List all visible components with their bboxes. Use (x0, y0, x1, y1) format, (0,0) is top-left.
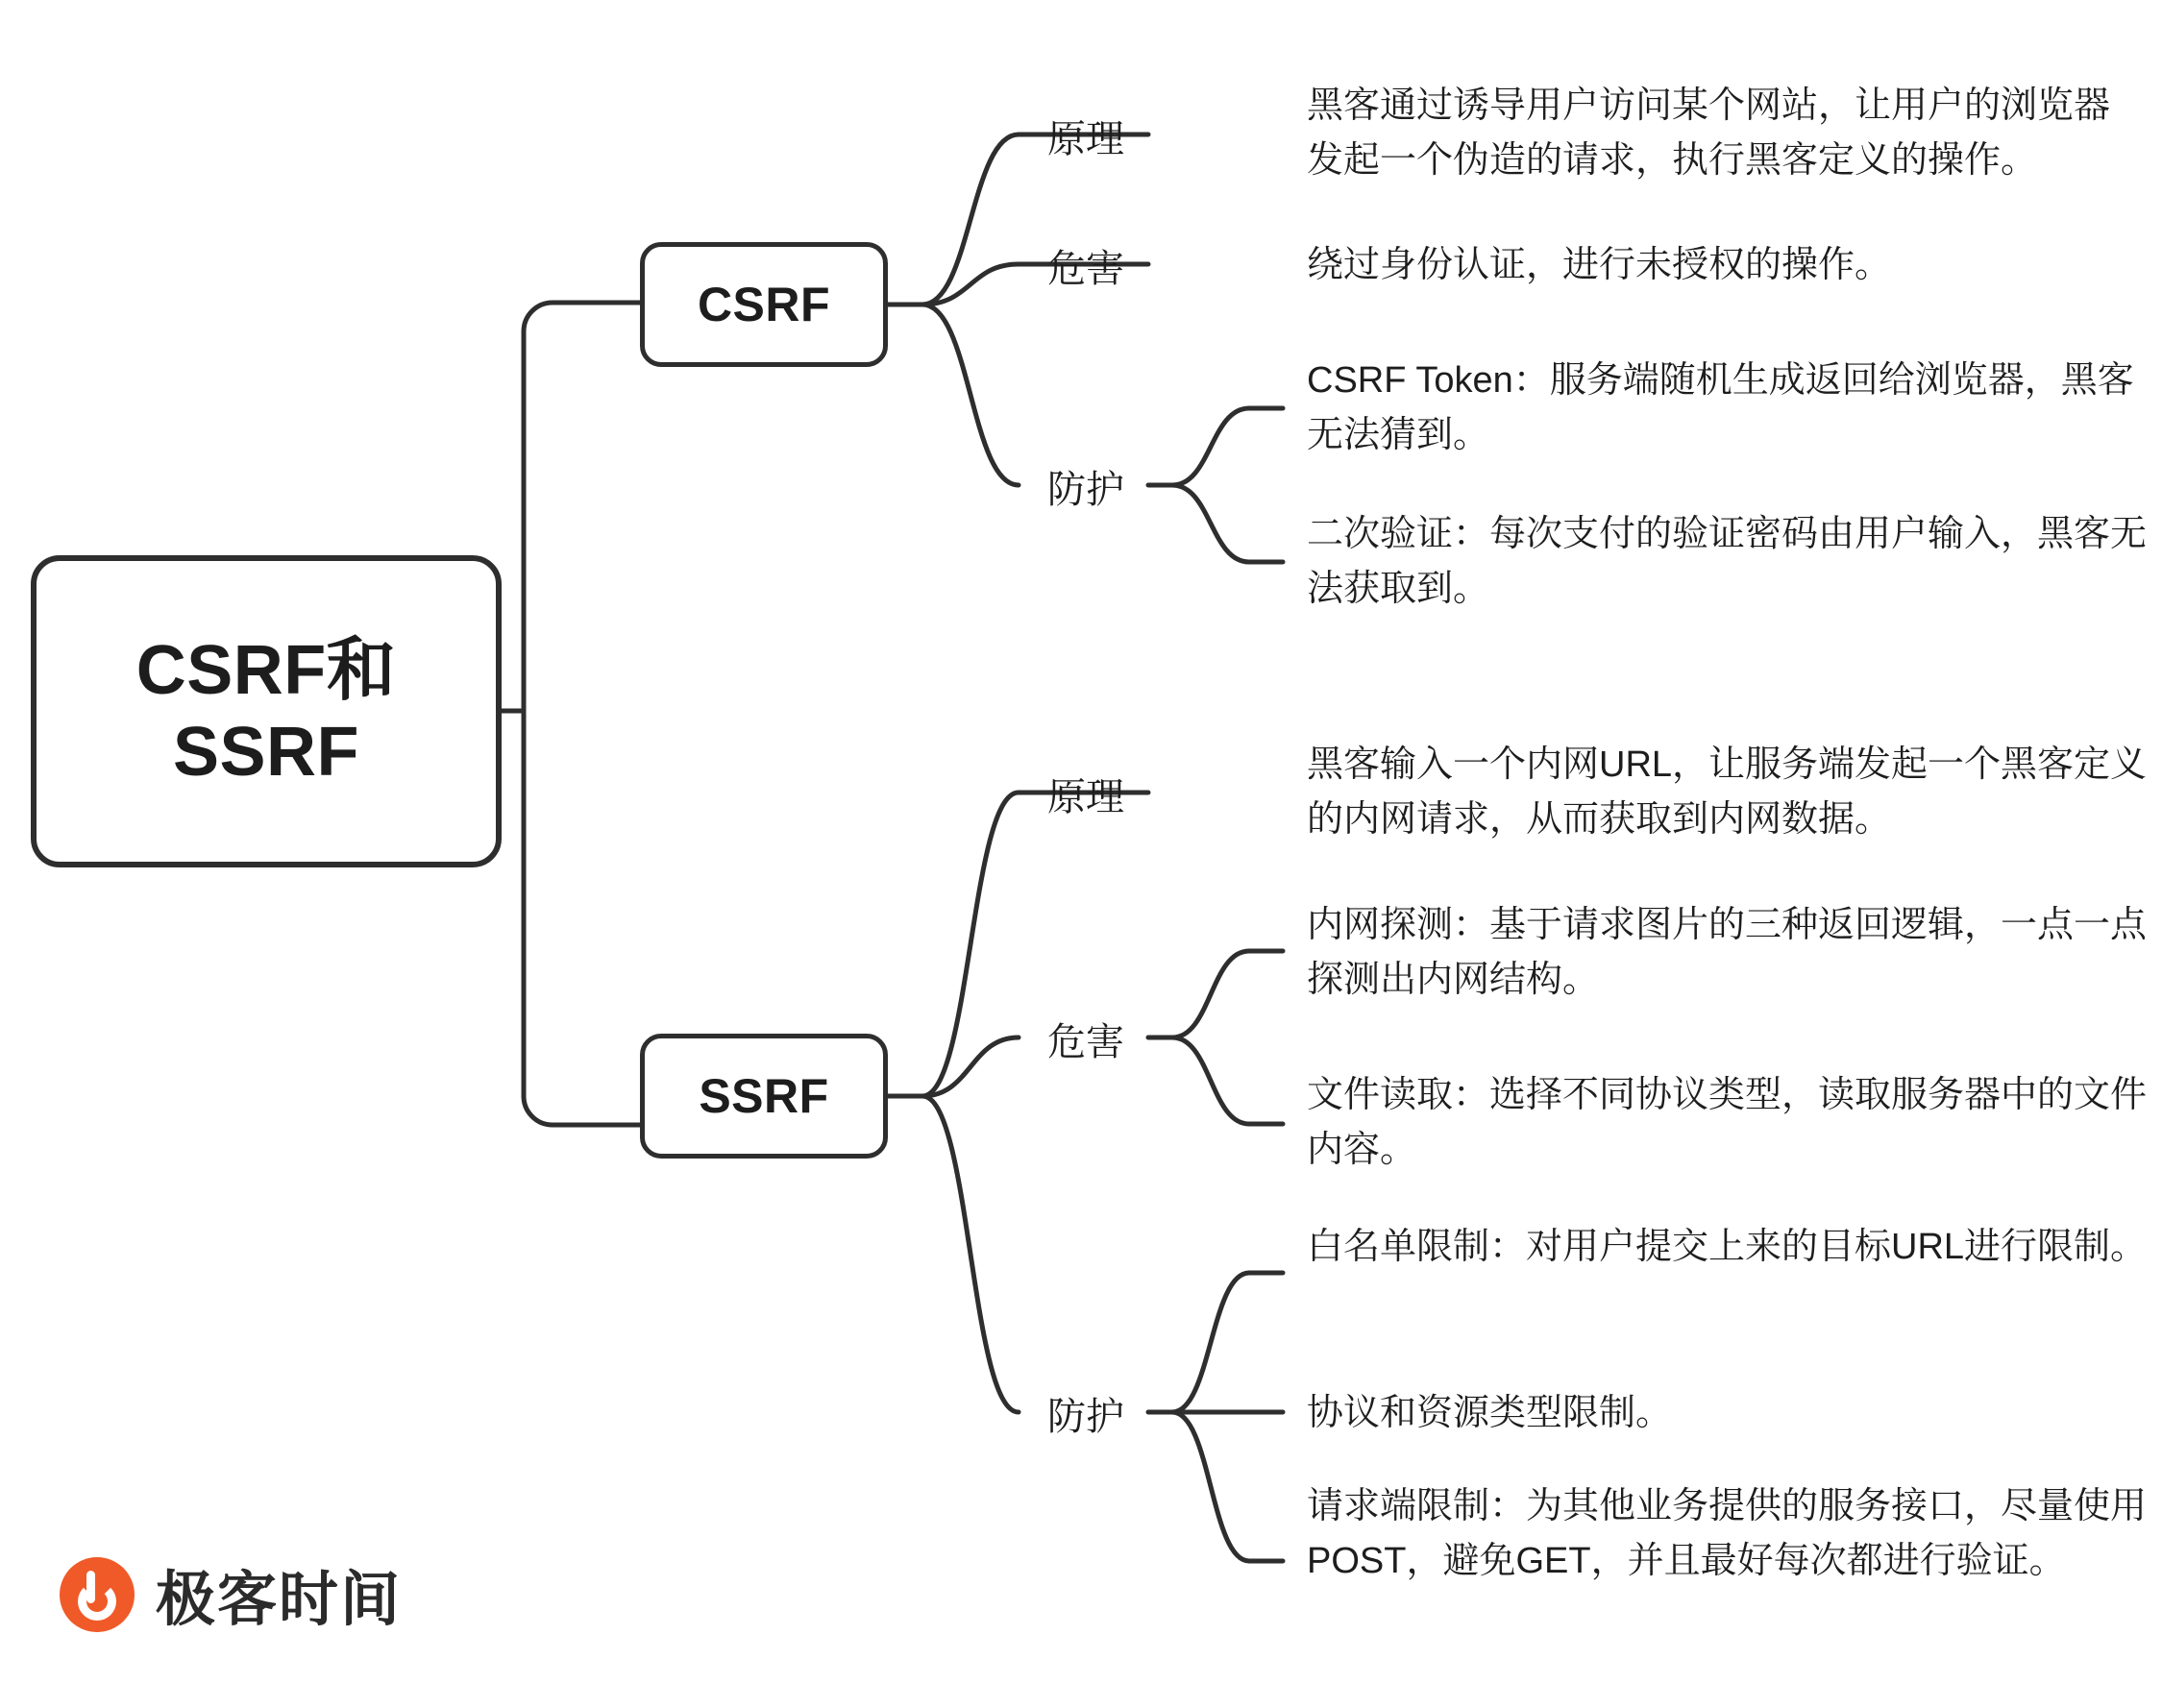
topic-label-csrf-defense[interactable]: 防护 (1047, 469, 1124, 511)
topic-label-csrf-principle[interactable]: 原理 (1047, 118, 1124, 160)
leaf-ssrf-defense-3: 请求端限制：为其他业务提供的服务接口，尽量使用POST，避免GET，并且最好每次都进行验证。 (1307, 1486, 2148, 1581)
leaf-csrf-defense-1: CSRF Token：服务端随机生成返回给浏览器，黑客无法猜到。 (1307, 360, 2134, 455)
branch-node-csrf-label: CSRF (697, 278, 831, 331)
geekbang-logo-text: 极客时间 (156, 1567, 403, 1633)
topic-label-ssrf-harm[interactable]: 危害 (1047, 1021, 1124, 1063)
geekbang-logo-icon (60, 1557, 135, 1632)
leaf-ssrf-defense-2: 协议和资源类型限制。 (1307, 1393, 1673, 1433)
leaf-csrf-harm-1: 绕过身份认证，进行未授权的操作。 (1307, 245, 1892, 285)
root-node-line2: SSRF (172, 713, 360, 791)
leaf-ssrf-harm-1: 内网探测：基于请求图片的三种返回逻辑，一点一点探测出内网结构。 (1307, 905, 2148, 1000)
topic-label-ssrf-principle[interactable]: 原理 (1047, 776, 1124, 818)
branch-node-ssrf[interactable] (640, 1034, 888, 1159)
geekbang-logo (60, 1551, 402, 1637)
leaf-ssrf-principle-1: 黑客输入一个内网URL，让服务端发起一个黑客定义的内网请求，从而获取到内网数据。 (1307, 744, 2148, 840)
leaf-csrf-defense-2: 二次验证：每次支付的验证密码由用户输入，黑客无法获取到。 (1307, 514, 2148, 609)
leaf-ssrf-harm-2: 文件读取：选择不同协议类型，读取服务器中的文件内容。 (1307, 1075, 2148, 1170)
topic-label-csrf-harm[interactable]: 危害 (1047, 248, 1124, 290)
branch-node-csrf[interactable] (640, 242, 888, 367)
root-node-line1: CSRF和 (135, 631, 397, 709)
branch-node-ssrf-label: SSRF (699, 1069, 829, 1123)
leaf-ssrf-defense-1: 白名单限制：对用户提交上来的目标URL进行限制。 (1307, 1227, 2148, 1267)
leaf-csrf-principle-1: 黑客通过诱导用户访问某个网站，让用户的浏览器发起一个伪造的请求，执行黑客定义的操作。 (1307, 85, 2111, 181)
topic-label-ssrf-defense[interactable]: 防护 (1047, 1396, 1124, 1438)
root-node[interactable] (31, 555, 502, 867)
